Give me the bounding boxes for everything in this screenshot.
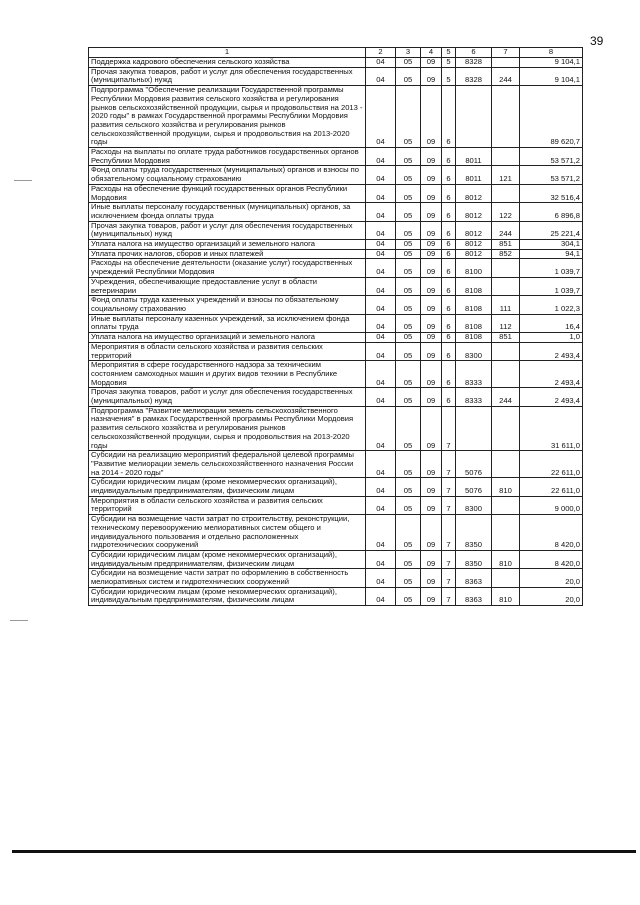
code-cell: 121	[492, 166, 520, 184]
row-name-cell: Иные выплаты персоналу казенных учреждений, за исключением фонда оплаты труда	[89, 314, 366, 332]
code-cell: 09	[421, 166, 442, 184]
table-row	[89, 86, 583, 148]
row-name-cell: Расходы на выплаты по оплате труда работников государственных органов Республики Мордовия	[89, 148, 366, 166]
code-cell: 8363	[456, 587, 492, 605]
code-cell: 7	[442, 496, 456, 514]
table-row	[89, 296, 583, 314]
table-body	[89, 58, 583, 606]
code-cell: 244	[492, 388, 520, 406]
amount-cell: 20,0	[520, 587, 583, 605]
code-cell: 09	[421, 221, 442, 239]
header-cell: 8	[520, 48, 583, 58]
row-name-cell: Уплата прочих налогов, сборов и иных платежей	[89, 249, 366, 259]
amount-cell: 22 611,0	[520, 451, 583, 478]
code-cell: 5	[442, 67, 456, 85]
code-cell: 05	[396, 515, 421, 551]
code-cell: 7	[442, 550, 456, 568]
code-cell: 09	[421, 184, 442, 202]
code-cell: 05	[396, 406, 421, 451]
code-cell: 05	[396, 221, 421, 239]
row-name-cell: Уплата налога на имущество организаций и земельного налога	[89, 240, 366, 250]
code-cell: 04	[366, 388, 396, 406]
code-cell: 7	[442, 451, 456, 478]
row-name-cell: Учреждения, обеспечивающие предоставление услуг в области ветеринарии	[89, 277, 366, 295]
code-cell: 04	[366, 496, 396, 514]
code-cell: 04	[366, 478, 396, 496]
code-cell: 09	[421, 259, 442, 277]
amount-cell: 1 039,7	[520, 259, 583, 277]
code-cell: 04	[366, 240, 396, 250]
code-cell: 6	[442, 240, 456, 250]
code-cell: 04	[366, 203, 396, 221]
code-cell: 04	[366, 67, 396, 85]
code-cell: 8328	[456, 58, 492, 68]
header-cell: 5	[442, 48, 456, 58]
code-cell: 6	[442, 333, 456, 343]
amount-cell: 32 516,4	[520, 184, 583, 202]
code-cell: 6	[442, 296, 456, 314]
code-cell: 05	[396, 569, 421, 587]
code-cell: 09	[421, 342, 442, 360]
table-row	[89, 203, 583, 221]
code-cell: 09	[421, 148, 442, 166]
amount-cell: 89 620,7	[520, 86, 583, 148]
table-row	[89, 240, 583, 250]
amount-cell: 94,1	[520, 249, 583, 259]
code-cell: 09	[421, 550, 442, 568]
table-row	[89, 277, 583, 295]
row-name-cell: Расходы на обеспечение функций государственных органов Республики Мордовия	[89, 184, 366, 202]
code-cell: 05	[396, 67, 421, 85]
code-cell: 05	[396, 277, 421, 295]
code-cell	[492, 406, 520, 451]
code-cell: 8363	[456, 569, 492, 587]
code-cell: 8350	[456, 515, 492, 551]
code-cell: 05	[396, 184, 421, 202]
code-cell: 04	[366, 86, 396, 148]
header-cell: 3	[396, 48, 421, 58]
row-name-cell: Фонд оплаты труда казенных учреждений и взносы по обязательному социальному страхованию	[89, 296, 366, 314]
code-cell: 8012	[456, 184, 492, 202]
code-cell: 810	[492, 550, 520, 568]
code-cell: 8012	[456, 240, 492, 250]
code-cell: 810	[492, 587, 520, 605]
amount-cell: 22 611,0	[520, 478, 583, 496]
amount-cell: 1,0	[520, 333, 583, 343]
code-cell: 6	[442, 388, 456, 406]
code-cell: 7	[442, 569, 456, 587]
code-cell: 09	[421, 478, 442, 496]
code-cell: 7	[442, 478, 456, 496]
code-cell: 6	[442, 148, 456, 166]
code-cell: 09	[421, 451, 442, 478]
row-name-cell: Подпрограмма "Обеспечение реализации Государственной программы Республики Мордовия развития сельского хозяйства и регулирования рынков сельскохозяйственной продукции, сырья и продовольствия на 2013 - 2020 годы" в рамках Государственной программы Республики Мордовия развития сельского хозяйства и регулирования рынков сельскохозяйственной продукции, сырья и продовольствия на 2013-2020 годы	[89, 86, 366, 148]
code-cell: 04	[366, 221, 396, 239]
header-cell: 4	[421, 48, 442, 58]
code-cell: 244	[492, 67, 520, 85]
code-cell: 8328	[456, 67, 492, 85]
code-cell: 6	[442, 259, 456, 277]
code-cell: 05	[396, 166, 421, 184]
code-cell: 04	[366, 184, 396, 202]
code-cell	[492, 361, 520, 388]
table-header-row	[89, 48, 583, 58]
table-row	[89, 333, 583, 343]
code-cell: 05	[396, 296, 421, 314]
amount-cell: 2 493,4	[520, 342, 583, 360]
amount-cell: 31 611,0	[520, 406, 583, 451]
code-cell: 09	[421, 314, 442, 332]
code-cell	[492, 148, 520, 166]
row-name-cell: Субсидии юридическим лицам (кроме некоммерческих организаций), индивидуальным предпринимателям, физическим лицам	[89, 550, 366, 568]
code-cell	[492, 86, 520, 148]
code-cell: 04	[366, 550, 396, 568]
bottom-rule	[12, 850, 636, 853]
code-cell: 7	[442, 406, 456, 451]
row-name-cell: Иные выплаты персоналу государственных (муниципальных) органов, за исключением фонда оплаты труда	[89, 203, 366, 221]
code-cell: 09	[421, 277, 442, 295]
code-cell: 09	[421, 587, 442, 605]
amount-cell: 1 039,7	[520, 277, 583, 295]
code-cell: 09	[421, 361, 442, 388]
row-name-cell: Мероприятия в области сельского хозяйства и развития сельских территорий	[89, 496, 366, 514]
code-cell: 8108	[456, 333, 492, 343]
table-row	[89, 388, 583, 406]
code-cell: 6	[442, 221, 456, 239]
code-cell: 6	[442, 277, 456, 295]
code-cell: 04	[366, 249, 396, 259]
code-cell: 04	[366, 58, 396, 68]
table-row	[89, 67, 583, 85]
code-cell: 6	[442, 203, 456, 221]
code-cell: 6	[442, 361, 456, 388]
code-cell	[456, 406, 492, 451]
code-cell: 851	[492, 240, 520, 250]
amount-cell: 2 493,4	[520, 388, 583, 406]
code-cell: 05	[396, 86, 421, 148]
code-cell: 09	[421, 496, 442, 514]
table-row	[89, 451, 583, 478]
table-row	[89, 406, 583, 451]
amount-cell: 53 571,2	[520, 166, 583, 184]
code-cell: 05	[396, 587, 421, 605]
amount-cell: 9 000,0	[520, 496, 583, 514]
code-cell: 09	[421, 58, 442, 68]
code-cell: 04	[366, 451, 396, 478]
code-cell: 05	[396, 240, 421, 250]
code-cell: 05	[396, 550, 421, 568]
row-name-cell: Подпрограмма "Развитие мелиорации земель сельскохозяйственного назначения" в рамках Государственной программы Республики Мордовия развития сельского хозяйства и регулирования рынков сельскохозяйственной продукции, сырья и продовольствия на 2013-2020 годы	[89, 406, 366, 451]
code-cell: 05	[396, 314, 421, 332]
table-row	[89, 496, 583, 514]
row-name-cell: Прочая закупка товаров, работ и услуг для обеспечения государственных (муниципальных) нужд	[89, 221, 366, 239]
code-cell	[492, 58, 520, 68]
code-cell: 05	[396, 333, 421, 343]
code-cell: 122	[492, 203, 520, 221]
code-cell: 05	[396, 361, 421, 388]
table-row	[89, 166, 583, 184]
code-cell: 8012	[456, 249, 492, 259]
amount-cell: 1 022,3	[520, 296, 583, 314]
code-cell: 09	[421, 515, 442, 551]
budget-table	[88, 47, 583, 606]
scan-mark	[14, 180, 32, 181]
amount-cell: 9 104,1	[520, 58, 583, 68]
code-cell	[492, 515, 520, 551]
row-name-cell: Субсидии на реализацию мероприятий федеральной целевой программы "Развитие мелиорации земель сельскохозяйственного назначения России на 2014 - 2020 годы"	[89, 451, 366, 478]
code-cell: 09	[421, 86, 442, 148]
amount-cell: 8 420,0	[520, 515, 583, 551]
code-cell: 8108	[456, 277, 492, 295]
code-cell: 112	[492, 314, 520, 332]
row-name-cell: Поддержка кадрового обеспечения сельского хозяйства	[89, 58, 366, 68]
code-cell: 6	[442, 86, 456, 148]
code-cell	[492, 259, 520, 277]
row-name-cell: Субсидии на возмещение части затрат по оформлению в собственность мелиоративных систем и гидротехнических сооружений	[89, 569, 366, 587]
row-name-cell: Фонд оплаты труда государственных (муниципальных) органов и взносы по обязательному социальному страхованию	[89, 166, 366, 184]
row-name-cell: Мероприятия в сфере государственного надзора за техническим состоянием самоходных машин и других видов техники в Республике Мордовия	[89, 361, 366, 388]
code-cell: 810	[492, 478, 520, 496]
amount-cell: 304,1	[520, 240, 583, 250]
code-cell: 8350	[456, 550, 492, 568]
code-cell: 5076	[456, 478, 492, 496]
code-cell: 05	[396, 58, 421, 68]
code-cell: 8333	[456, 388, 492, 406]
table-row	[89, 148, 583, 166]
code-cell: 04	[366, 277, 396, 295]
code-cell: 09	[421, 67, 442, 85]
code-cell: 09	[421, 569, 442, 587]
code-cell: 8100	[456, 259, 492, 277]
table-row	[89, 249, 583, 259]
code-cell: 8012	[456, 203, 492, 221]
amount-cell: 2 493,4	[520, 361, 583, 388]
code-cell: 04	[366, 166, 396, 184]
row-name-cell: Субсидии юридическим лицам (кроме некоммерческих организаций), индивидуальным предпринимателям, физическим лицам	[89, 478, 366, 496]
table-row	[89, 58, 583, 68]
table-row	[89, 569, 583, 587]
table-row	[89, 587, 583, 605]
code-cell: 05	[396, 203, 421, 221]
amount-cell: 8 420,0	[520, 550, 583, 568]
code-cell: 05	[396, 496, 421, 514]
code-cell	[492, 277, 520, 295]
code-cell: 5	[442, 58, 456, 68]
code-cell: 04	[366, 333, 396, 343]
code-cell: 04	[366, 314, 396, 332]
code-cell: 04	[366, 148, 396, 166]
code-cell: 8011	[456, 166, 492, 184]
code-cell: 111	[492, 296, 520, 314]
code-cell: 7	[442, 587, 456, 605]
amount-cell: 20,0	[520, 569, 583, 587]
code-cell	[492, 184, 520, 202]
code-cell: 05	[396, 478, 421, 496]
row-name-cell: Уплата налога на имущество организаций и земельного налога	[89, 333, 366, 343]
page-number: 39	[590, 34, 604, 48]
code-cell: 8300	[456, 496, 492, 514]
code-cell: 09	[421, 249, 442, 259]
code-cell: 244	[492, 221, 520, 239]
table-row	[89, 478, 583, 496]
amount-cell: 53 571,2	[520, 148, 583, 166]
code-cell: 04	[366, 587, 396, 605]
code-cell: 6	[442, 342, 456, 360]
code-cell: 04	[366, 342, 396, 360]
code-cell: 05	[396, 249, 421, 259]
header-cell: 7	[492, 48, 520, 58]
code-cell: 8108	[456, 296, 492, 314]
code-cell: 04	[366, 515, 396, 551]
scan-mark	[10, 620, 28, 621]
code-cell: 6	[442, 166, 456, 184]
code-cell: 09	[421, 203, 442, 221]
code-cell: 852	[492, 249, 520, 259]
amount-cell: 9 104,1	[520, 67, 583, 85]
code-cell: 8300	[456, 342, 492, 360]
header-cell: 1	[89, 48, 366, 58]
code-cell	[456, 86, 492, 148]
header-cell: 6	[456, 48, 492, 58]
code-cell	[492, 496, 520, 514]
table-row	[89, 259, 583, 277]
code-cell	[492, 451, 520, 478]
amount-cell: 16,4	[520, 314, 583, 332]
table-row	[89, 550, 583, 568]
code-cell: 09	[421, 388, 442, 406]
code-cell: 8011	[456, 148, 492, 166]
code-cell: 8012	[456, 221, 492, 239]
code-cell: 04	[366, 259, 396, 277]
code-cell: 04	[366, 361, 396, 388]
table-row	[89, 314, 583, 332]
code-cell: 09	[421, 240, 442, 250]
code-cell: 05	[396, 148, 421, 166]
code-cell: 09	[421, 296, 442, 314]
table-row	[89, 342, 583, 360]
code-cell: 8333	[456, 361, 492, 388]
code-cell: 05	[396, 259, 421, 277]
code-cell: 5076	[456, 451, 492, 478]
code-cell: 7	[442, 515, 456, 551]
amount-cell: 25 221,4	[520, 221, 583, 239]
row-name-cell: Прочая закупка товаров, работ и услуг для обеспечения государственных (муниципальных) нужд	[89, 67, 366, 85]
row-name-cell: Мероприятия в области сельского хозяйства и развития сельских территорий	[89, 342, 366, 360]
table-row	[89, 515, 583, 551]
code-cell: 09	[421, 333, 442, 343]
table-row	[89, 221, 583, 239]
code-cell: 851	[492, 333, 520, 343]
row-name-cell: Расходы на обеспечение деятельности (оказание услуг) государственных учреждений Республики Мордовия	[89, 259, 366, 277]
amount-cell: 6 896,8	[520, 203, 583, 221]
code-cell: 09	[421, 406, 442, 451]
code-cell	[492, 569, 520, 587]
code-cell: 05	[396, 342, 421, 360]
code-cell	[492, 342, 520, 360]
code-cell: 04	[366, 569, 396, 587]
code-cell: 6	[442, 184, 456, 202]
row-name-cell: Субсидии на возмещение части затрат по строительству, реконструкции, техническому перевооружению мелиоративных систем общего и индивидуального пользования и отдельно расположенных гидротехнических сооружений	[89, 515, 366, 551]
code-cell: 04	[366, 406, 396, 451]
table-row	[89, 184, 583, 202]
header-cell: 2	[366, 48, 396, 58]
row-name-cell: Субсидии юридическим лицам (кроме некоммерческих организаций), индивидуальным предпринимателям, физическим лицам	[89, 587, 366, 605]
table-row	[89, 361, 583, 388]
code-cell: 8108	[456, 314, 492, 332]
code-cell: 6	[442, 314, 456, 332]
row-name-cell: Прочая закупка товаров, работ и услуг для обеспечения государственных (муниципальных) нужд	[89, 388, 366, 406]
code-cell: 04	[366, 296, 396, 314]
code-cell: 05	[396, 451, 421, 478]
code-cell: 05	[396, 388, 421, 406]
code-cell: 6	[442, 249, 456, 259]
